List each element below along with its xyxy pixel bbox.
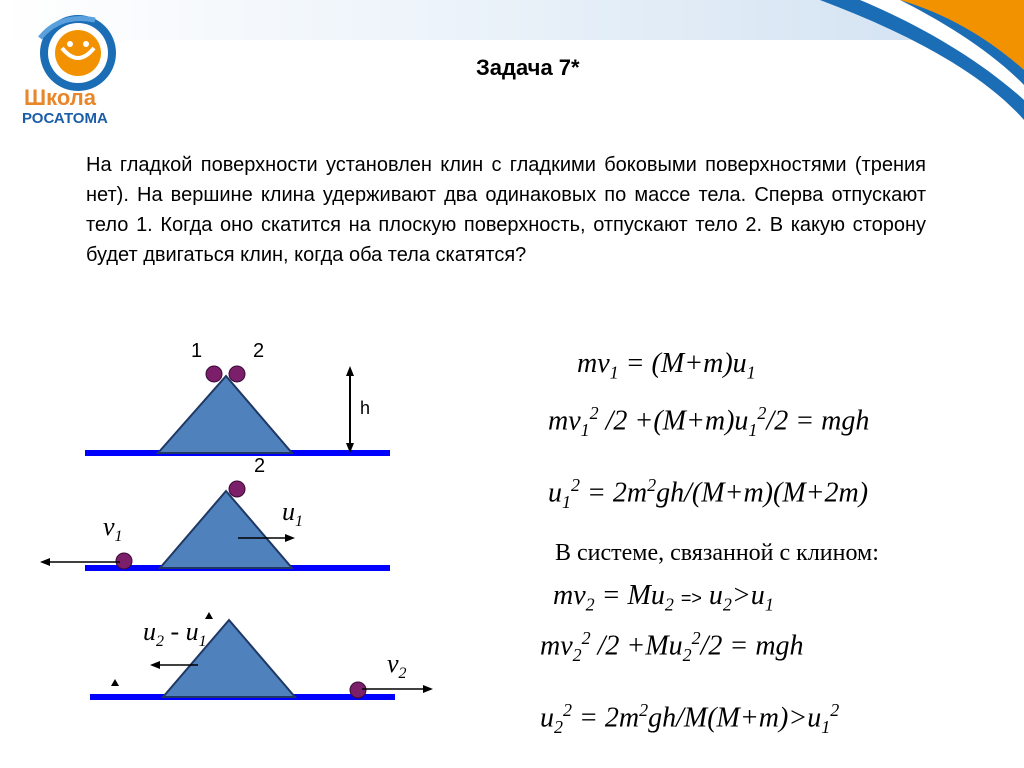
wedge-diagram xyxy=(0,330,520,768)
formula-u2-squared xyxy=(540,700,839,738)
formula-part: 2 xyxy=(682,644,692,665)
formula-momentum-1 xyxy=(577,348,756,384)
wedge xyxy=(158,376,292,453)
label-v2: $v_2$ xyxy=(387,649,407,682)
body-1-ball xyxy=(116,553,132,569)
frame-note: В системе, связанной с клином: xyxy=(555,540,879,566)
formula-part: gh/(M+m)(M+2m) xyxy=(656,477,869,509)
formula-part: 1 xyxy=(746,362,756,383)
formula-part: = Mu xyxy=(594,580,665,611)
logo-school-text: Школа xyxy=(24,85,96,110)
formula-part: u xyxy=(540,702,554,734)
formula-part: 1 xyxy=(609,362,619,383)
formula-part: 2 xyxy=(554,716,563,737)
formula-part: 1 xyxy=(821,716,831,737)
formula-part: u xyxy=(548,477,562,509)
label-v1: $v_1$ xyxy=(103,512,123,545)
logo-rosatom-text: РОСАТОМА xyxy=(22,110,108,127)
marker xyxy=(205,612,213,619)
body-1-ball xyxy=(206,366,222,382)
formula-part: 1 xyxy=(764,594,774,615)
formula-part: 1 xyxy=(580,419,590,440)
formula-part: /2 = mgh xyxy=(700,630,804,662)
formula-part: u xyxy=(708,580,723,611)
formula-part: /2 +(M+m)u xyxy=(598,405,749,437)
problem-statement: На гладкой поверхности установлен клин с гладкими боковыми поверхностями (трения нет). На вершине клина удерживают два одинаковых по массе тела. Сперва отпускают тело 1. Когда оно скатится на плоскую поверхность, отпускают тело 2. В какую сторону будет двигаться клин, когда оба тела скатятся? xyxy=(86,154,926,266)
slide-title: Задача 7* xyxy=(476,55,580,80)
formula-part: mv xyxy=(540,630,573,662)
formula-part: 2 xyxy=(589,403,599,423)
formula-part: 2 xyxy=(585,594,595,615)
formula-part: gh/M(M+m)>u xyxy=(648,702,822,734)
label-body-1: 1 xyxy=(191,340,203,362)
formula-part: = (M+m)u xyxy=(618,348,747,379)
formula-part: 2 xyxy=(647,475,657,495)
formula-part: 2 xyxy=(830,700,840,720)
formula-part: >u xyxy=(731,580,765,611)
formula-part: 1 xyxy=(562,491,571,512)
formula-part: 2 xyxy=(571,475,580,495)
formula-part: mv xyxy=(548,405,581,437)
body-2-ball xyxy=(229,366,245,382)
formula-part: 2 xyxy=(563,700,572,720)
formula-part: 2 xyxy=(664,594,674,615)
formula-part: 1 xyxy=(748,419,758,440)
label-body-2: 2 xyxy=(254,455,266,477)
formula-momentum-2 xyxy=(553,580,774,616)
formula-part: = 2m xyxy=(580,477,648,509)
formula-part: 2 xyxy=(757,403,767,423)
formula-part: 2 xyxy=(572,644,582,665)
label-body-2: 2 xyxy=(253,340,265,362)
body-2-ball xyxy=(229,481,245,497)
formula-part: mv xyxy=(553,580,586,611)
formula-u1-squared xyxy=(548,475,868,513)
body-2-ball xyxy=(350,682,366,698)
label-u2-minus-u1: $u_2 - u_1$ xyxy=(143,617,207,650)
formula-part: 2 xyxy=(691,628,701,648)
formula-part: 2 xyxy=(639,700,649,720)
formula-part: /2 +Mu xyxy=(590,630,683,662)
formula-part: 2 xyxy=(581,628,591,648)
formula-part: /2 = mgh xyxy=(766,405,870,437)
formula-part: 2 xyxy=(722,594,732,615)
formula-energy-1 xyxy=(548,403,869,441)
label-height: h xyxy=(360,398,371,418)
formula-energy-2 xyxy=(540,628,804,666)
formula-part: => xyxy=(680,588,702,608)
body-1-marker xyxy=(111,679,119,686)
formula-part: mv xyxy=(577,348,610,379)
formula-part: = 2m xyxy=(572,702,640,734)
wedge xyxy=(160,491,292,568)
label-u1: $u_1$ xyxy=(282,497,303,530)
